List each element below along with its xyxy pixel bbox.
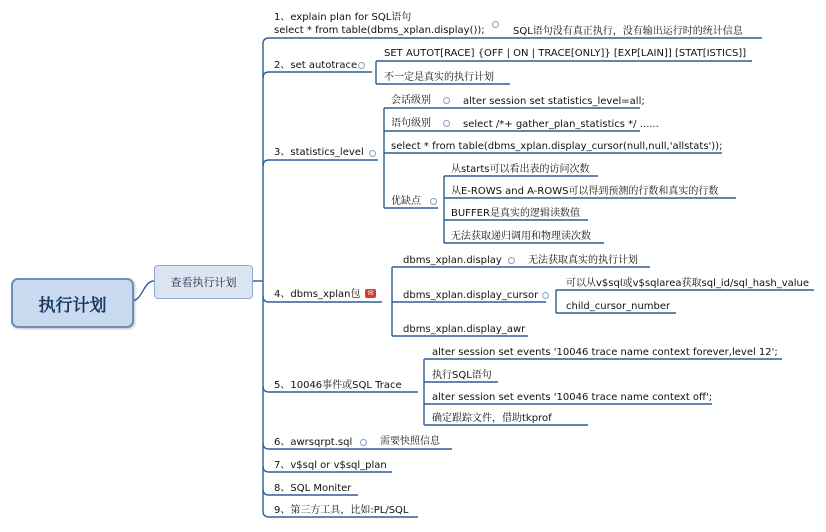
branch-7-label[interactable]: 7、v$sql or v$sql_plan — [274, 460, 387, 471]
trace-item-1[interactable]: alter session set events '10046 trace name context forever,level 12'; — [432, 347, 778, 358]
xplan-display-label[interactable]: dbms_xplan.display — [403, 255, 502, 266]
xplan-display-awr-label[interactable]: dbms_xplan.display_awr — [403, 324, 526, 335]
collapse-dot-icon[interactable] — [508, 257, 515, 264]
root-topic[interactable]: 执行计划 — [11, 278, 134, 328]
xplan-display-note[interactable]: 无法获取真实的执行计划 — [528, 255, 638, 266]
pros-cons-item-2[interactable]: 从E-ROWS and A-ROWS可以得到预测的行数和真实的行数 — [451, 186, 719, 197]
branch-2-item-1[interactable]: SET AUTOT[RACE] {OFF | ON | TRACE[ONLY]} [EXP[LAIN]] [STAT[ISTICS]] — [384, 48, 747, 59]
branch-3-label[interactable]: 3、statistics_level — [274, 147, 364, 158]
session-level-value[interactable]: alter session set statistics_level=all; — [463, 96, 645, 107]
branch-2-label[interactable]: 2、set autotrace — [274, 60, 358, 71]
display-cursor-item-1[interactable]: 可以从v$sql或v$sqlarea获取sql_id/sql_hash_value — [566, 278, 810, 289]
branch-1-query[interactable]: select * from table(dbms_xplan.display()); — [274, 25, 485, 36]
statement-level-value[interactable]: select /*+ gather_plan_statistics */ ...... — [463, 119, 659, 130]
collapse-dot-icon[interactable] — [542, 292, 549, 299]
branch-4-label[interactable]: 4、dbms_xplan包 — [274, 289, 361, 300]
pros-cons-item-3[interactable]: BUFFER是真实的逻辑读数值 — [451, 208, 580, 219]
collapse-dot-icon[interactable] — [443, 97, 450, 104]
session-level-label[interactable]: 会话级别 — [391, 95, 431, 106]
connector-line — [263, 72, 372, 78]
pros-cons-label[interactable]: 优缺点 — [391, 196, 421, 207]
branch-1-note[interactable]: SQL语句没有真正执行，没有输出运行时的统计信息 — [513, 26, 743, 37]
collapse-dot-icon[interactable] — [360, 439, 367, 446]
pros-cons-item-1[interactable]: 从starts可以看出表的访问次数 — [451, 164, 590, 175]
trace-item-3[interactable]: alter session set events '10046 trace name context off'; — [432, 392, 713, 403]
statement-level-label[interactable]: 语句级别 — [391, 118, 431, 129]
pros-cons-item-4[interactable]: 无法获取递归调用和物理读次数 — [451, 231, 591, 242]
branch-6-note[interactable]: 需要快照信息 — [380, 436, 440, 447]
trace-item-4[interactable]: 确定跟踪文件，借助tkprof — [432, 413, 552, 424]
collapse-dot-icon[interactable] — [430, 198, 437, 205]
trace-item-2[interactable]: 执行SQL语句 — [432, 370, 492, 381]
connector-line — [131, 281, 154, 301]
connector-line — [263, 38, 762, 44]
branch-1-label[interactable]: 1、explain plan for SQL语句 — [274, 12, 412, 23]
collapse-dot-icon[interactable] — [369, 150, 376, 157]
collapse-dot-icon[interactable] — [358, 62, 365, 69]
branch-5-label[interactable]: 5、10046事件或SQL Trace — [274, 380, 402, 391]
connector-line — [263, 160, 378, 166]
branch-2-item-2[interactable]: 不一定是真实的执行计划 — [384, 72, 494, 83]
display-cursor-item-2[interactable]: child_cursor_number — [566, 301, 671, 312]
collapse-dot-icon[interactable] — [443, 120, 450, 127]
xplan-display-cursor-label[interactable]: dbms_xplan.display_cursor — [403, 290, 539, 301]
branch-6-label[interactable]: 6、awrsqrpt.sql — [274, 437, 353, 448]
branch-9-label[interactable]: 9、第三方工具，比如:PL/SQL — [274, 505, 409, 516]
branch-3-query[interactable]: select * from table(dbms_xplan.display_cursor(null,null,'allstats')); — [391, 141, 723, 152]
collapse-dot-icon[interactable] — [492, 21, 499, 28]
branch-8-label[interactable]: 8、SQL Moniter — [274, 483, 352, 494]
main-topic[interactable]: 查看执行计划 — [154, 265, 253, 299]
flag-icon: ✉ — [365, 289, 376, 298]
